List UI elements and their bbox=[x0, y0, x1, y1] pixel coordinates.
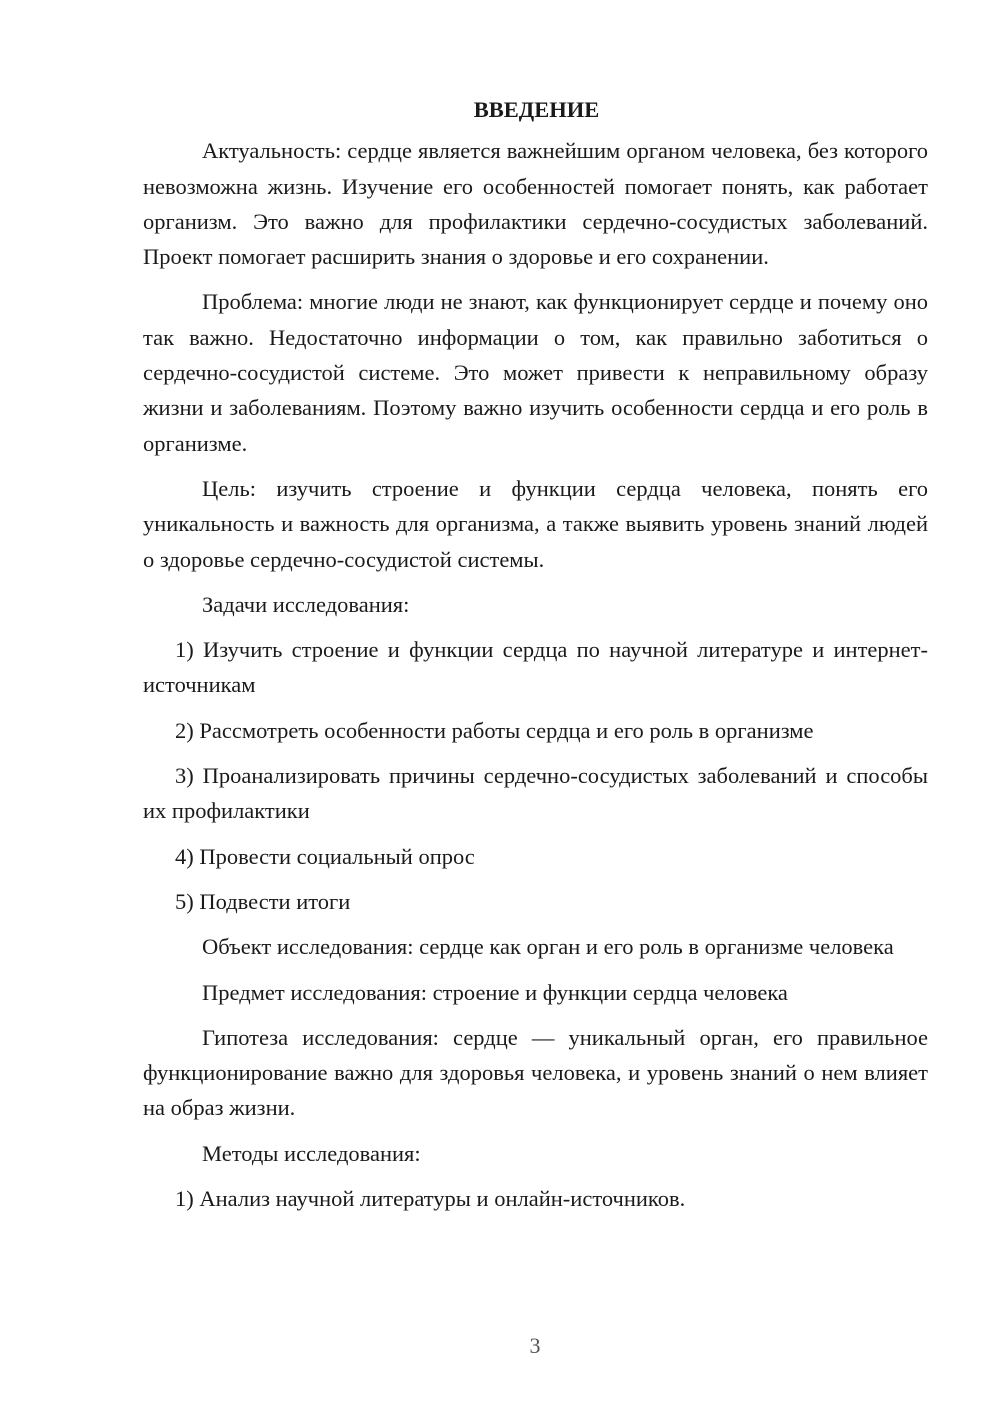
task-item-2: 2) Рассмотреть особенности работы сердца и его роль в организме bbox=[175, 717, 814, 743]
problem-paragraph: Проблема: многие люди не знают, как функционирует сердце и почему оно так важно. Недостаточно информации о том, как правильно заботиться о сердечно-сосудистой системе. Это может привести к неправильному образу жизни и заболеваниям. Поэтому важно изучить особенности сердца и его роль в организме. bbox=[143, 289, 928, 456]
hypothesis-paragraph: Гипотеза исследования: сердце — уникальный орган, его правильное функционирование важно для здоровья человека, и уровень знаний о нем влияет на образ жизни. bbox=[143, 1024, 928, 1121]
methods-heading: Методы исследования: bbox=[202, 1140, 421, 1166]
task-item-3: 3) Проанализировать причины сердечно-сосудистых заболеваний и способы их профилактики bbox=[143, 763, 928, 824]
method-item-1: 1) Анализ научной литературы и онлайн-источников. bbox=[175, 1186, 686, 1212]
page-number: 3 bbox=[529, 1333, 541, 1358]
section-heading: ВВЕДЕНИЕ bbox=[473, 97, 600, 122]
document-page bbox=[143, 92, 928, 1226]
task-item-1: 1) Изучить строение и функции сердца по научной литературе и интернет-источникам bbox=[143, 637, 928, 698]
subject-paragraph: Предмет исследования: строение и функции сердца человека bbox=[202, 979, 788, 1005]
goal-paragraph: Цель: изучить строение и функции сердца человека, понять его уникальность и важность для организма, а также выявить уровень знаний людей о здоровье сердечно-сосудистой системы. bbox=[143, 475, 928, 572]
task-item-4: 4) Провести социальный опрос bbox=[175, 843, 475, 869]
object-paragraph: Объект исследования: сердце как орган и его роль в организме человека bbox=[202, 934, 894, 960]
task-item-5: 5) Подвести итоги bbox=[175, 888, 351, 914]
relevance-paragraph: Актуальность: сердце является важнейшим органом человека, без которого невозможна жизнь. Изучение его особенностей помогает понять, как работает организм. Это важно для профилактики сердечно-сосудистых заболеваний. Проект помогает расширить знания о здоровье и его сохранении. bbox=[143, 138, 928, 270]
tasks-heading: Задачи исследования: bbox=[202, 591, 410, 617]
